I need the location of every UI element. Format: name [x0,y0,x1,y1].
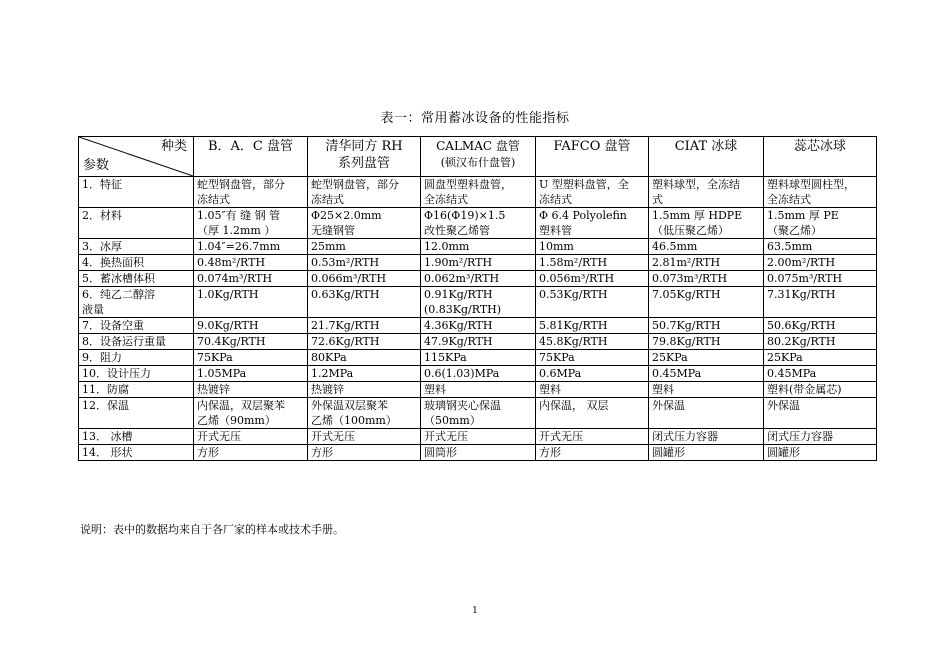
table-cell: 0.48m²/RTH [194,255,308,271]
table-cell: 0.45MPa [764,366,877,382]
table-cell: 玻璃钢夹心保温 （50mm） [421,398,536,429]
column-header: 蕊芯冰球 [764,137,877,177]
column-header: B．A．C 盘管 [194,137,308,177]
table-row [79,382,877,398]
table-cell: 0.53m²/RTH [308,255,421,271]
table-cell: 25KPa [764,350,877,366]
table-cell: 塑料 [421,382,536,398]
table-cell: 开式无压 [421,429,536,445]
table-cell: 外保温 [649,398,764,429]
table-cell: 外保温 [764,398,877,429]
corner-param-label: 参数 [83,158,110,173]
table-row [79,445,877,461]
table-cell: 47.9Kg/RTH [421,334,536,350]
table-cell: 63.5mm [764,239,877,255]
header-row [79,137,877,177]
table-cell: 50.6Kg/RTH [764,318,877,334]
table-cell: 80.2Kg/RTH [764,334,877,350]
table-row [79,255,877,271]
table-row [79,398,877,429]
row-param-label: 9．阻力 [79,350,194,366]
table-row [79,350,877,366]
table-cell: 2.00m²/RTH [764,255,877,271]
table-cell: 70.4Kg/RTH [194,334,308,350]
table-cell: 圆罐形 [764,445,877,461]
table-cell: 1.2MPa [308,366,421,382]
table-cell: 75KPa [536,350,649,366]
table-cell: 圆筒形 [421,445,536,461]
table-cell: 0.45MPa [649,366,764,382]
table-row [79,318,877,334]
row-param-label: 3．冰厚 [79,239,194,255]
table-cell: 115KPa [421,350,536,366]
table-row [79,271,877,287]
row-param-label: 10．设计压力 [79,366,194,382]
table-row [79,239,877,255]
column-header: 清华同方 RH 系列盘管 [308,137,421,177]
corner-header [79,137,194,177]
table-cell: 0.074m³/RTH [194,271,308,287]
table-note: 说明：表中的数据均来自于各厂家的样本或技术手册。 [80,523,344,536]
table-cell: 7.05Kg/RTH [649,287,764,318]
table-cell: 内保温，双层聚苯 乙烯（90mm） [194,398,308,429]
table-row [79,287,877,318]
table-cell: 80KPa [308,350,421,366]
table-cell: 1.5mm 厚 HDPE （低压聚乙烯） [649,208,764,239]
table-cell: 50.7Kg/RTH [649,318,764,334]
table-cell: U 型塑料盘管，全 冻结式 [536,177,649,208]
table-cell: 1.58m²/RTH [536,255,649,271]
table-row [79,334,877,350]
table-cell: 闭式压力容器 [764,429,877,445]
table-cell: 闭式压力容器 [649,429,764,445]
table-cell: Φ25×2.0mm 无缝钢管 [308,208,421,239]
table-cell: 5.81Kg/RTH [536,318,649,334]
table-cell: 塑料球型圆柱型， 全冻结式 [764,177,877,208]
column-header: CALMAC 盘管 (顿汉布什盘管) [421,137,536,177]
table-row [79,366,877,382]
table-cell: 0.062m³/RTH [421,271,536,287]
table-cell: 75KPa [194,350,308,366]
table-title: 表一：常用蓄冰设备的性能指标 [380,111,570,126]
corner-category-label: 种类 [160,139,187,154]
table-cell: 0.63Kg/RTH [308,287,421,318]
table-cell: 蛇型钢盘管，部分 冻结式 [194,177,308,208]
table-cell: 7.31Kg/RTH [764,287,877,318]
table-cell: 2.81m²/RTH [649,255,764,271]
table-cell: 45.8Kg/RTH [536,334,649,350]
table-cell: Φ16(Φ19)×1.5 改性聚乙烯管 [421,208,536,239]
table-cell: 热镀锌 [308,382,421,398]
table-cell: 0.6(1.03)MPa [421,366,536,382]
table-cell: 0.53Kg/RTH [536,287,649,318]
table-row [79,208,877,239]
table-cell: 方形 [536,445,649,461]
table-cell: 1.05″有 缝 钢 管 （厚 1.2mm ） [194,208,308,239]
row-param-label: 4．换热面积 [79,255,194,271]
table-cell: 0.91Kg/RTH (0.83Kg/RTH) [421,287,536,318]
table-cell: 开式无压 [536,429,649,445]
table-cell: 0.6MPa [536,366,649,382]
row-param-label: 11．防腐 [79,382,194,398]
table-cell: 46.5mm [649,239,764,255]
row-param-label: 2．材料 [79,208,194,239]
row-param-label: 5．蓄冰槽体积 [79,271,194,287]
row-param-label: 8．设备运行重量 [79,334,194,350]
table-cell: 开式无压 [194,429,308,445]
table-cell: 1.5mm 厚 PE （聚乙烯） [764,208,877,239]
table-cell: 1.04″=26.7mm [194,239,308,255]
table-cell: 塑料(带金属芯) [764,382,877,398]
table-cell: 0.075m³/RTH [764,271,877,287]
table-cell: 72.6Kg/RTH [308,334,421,350]
table-cell: 蛇型钢盘管，部分 冻结式 [308,177,421,208]
table-cell: 25KPa [649,350,764,366]
table-cell: 10mm [536,239,649,255]
table-cell: 25mm [308,239,421,255]
row-param-label: 1．特征 [79,177,194,208]
table-cell: 4.36Kg/RTH [421,318,536,334]
table-cell: 开式无压 [308,429,421,445]
table-row [79,429,877,445]
row-param-label: 6．纯乙二醇溶 液量 [79,287,194,318]
performance-table [78,136,877,461]
table-cell: 圆盘型塑料盘管， 全冻结式 [421,177,536,208]
table-cell: 方形 [308,445,421,461]
table-cell: 圆罐形 [649,445,764,461]
table-cell: 塑料 [536,382,649,398]
row-param-label: 7．设备空重 [79,318,194,334]
table-cell: 塑料球型，全冻结 式 [649,177,764,208]
table-cell: 1.90m²/RTH [421,255,536,271]
table-cell: Φ 6.4 Polyolefin 塑料管 [536,208,649,239]
table-cell: 12.0mm [421,239,536,255]
table-cell: 内保温， 双层 [536,398,649,429]
row-param-label: 12．保温 [79,398,194,429]
table-cell: 9.0Kg/RTH [194,318,308,334]
table-cell: 0.073m³/RTH [649,271,764,287]
table-cell: 0.056m³/RTH [536,271,649,287]
table-cell: 1.05MPa [194,366,308,382]
table-cell: 1.0Kg/RTH [194,287,308,318]
row-param-label: 14． 形状 [79,445,194,461]
table-cell: 方形 [194,445,308,461]
row-param-label: 13． 冰槽 [79,429,194,445]
table-cell: 79.8Kg/RTH [649,334,764,350]
table-cell: 热镀锌 [194,382,308,398]
table-cell: 外保温双层聚苯 乙烯（100mm） [308,398,421,429]
page-number: 1 [472,606,478,616]
table-cell: 0.066m³/RTH [308,271,421,287]
column-header: FAFCO 盘管 [536,137,649,177]
table-row [79,177,877,208]
table-cell: 塑料 [649,382,764,398]
table-cell: 21.7Kg/RTH [308,318,421,334]
column-header: CIAT 冰球 [649,137,764,177]
